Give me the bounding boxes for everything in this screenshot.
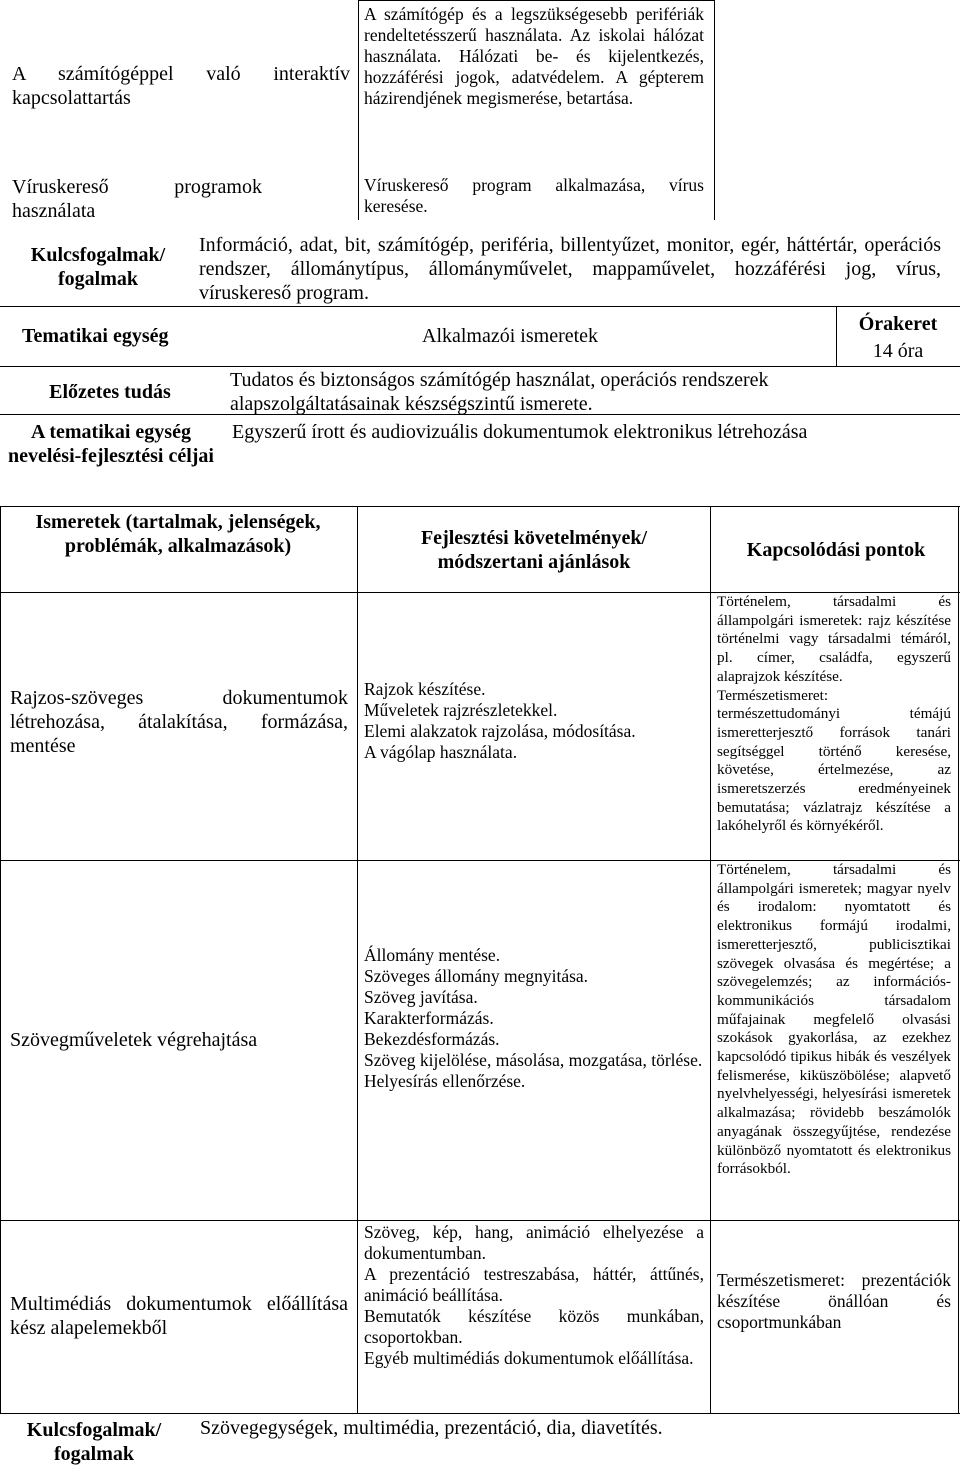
rule — [0, 506, 1, 1414]
requirement-item: Állomány mentése. — [364, 945, 501, 965]
rule — [714, 0, 715, 220]
table-row-topic: Multimédiás dokumentumok előállítása kész alapelemekből — [10, 1293, 348, 1339]
celjai-value: Egyszerű írott és audiovizuális dokumentumok elektronikus létrehozása — [232, 421, 808, 443]
elozetes-tudas-value: Tudatos és biztonságos számítógép használat, operációs rendszerek alapszolgáltatásainak készségszintű ismerete. — [230, 369, 769, 415]
orakeret-value: 14 óra — [872, 340, 924, 362]
link-paragraph: Történelem, társadalmi és állampolgári ismeretek: rajz készítése történelmi vagy társadalmi témáról, pl. címer, családfa, egyszerű alaprajzok készítése. — [717, 593, 951, 685]
row1-right-cell: A számítógép és a legszükségesebb perifériák rendeltetésszerű használata. Az iskolai hálózat használata. Hálózati be- és kijelentkezés, hozzáférési jogok, adatvédelem. A gépterem házirendjének megismerése, betartása. — [364, 4, 704, 108]
rule — [0, 506, 960, 507]
requirement-item: Elemi alakzatok rajzolása, módosítása. — [364, 721, 636, 741]
table-row-links — [717, 861, 951, 1179]
rule — [0, 1413, 960, 1414]
table-row-requirements — [364, 945, 704, 1092]
requirement-item: Bekezdésformázás. — [364, 1029, 500, 1049]
orakeret-label: Órakeret — [858, 313, 938, 335]
table-row-requirements — [364, 679, 704, 763]
rule — [357, 506, 358, 1414]
rule — [358, 0, 715, 1]
column-header-fejlesztesi: Fejlesztési követelmények/ módszertani ajánlások — [420, 527, 648, 573]
requirement-item: Szöveges állomány megnyitása. — [364, 966, 589, 986]
key-concepts-text: Információ, adat, bit, számítógép, periféria, billentyűzet, monitor, egér, háttértár, operációs rendszer, állománytípus, állományművelet, mappaművelet, hozzáférési jog, vírus, víruskereső program. — [199, 234, 941, 304]
celjai-label: A tematikai egység nevelési-fejlesztési céljai — [7, 421, 214, 467]
requirement-item: A vágólap használata. — [364, 742, 518, 762]
tematikai-label: Tematikai egység — [22, 325, 169, 347]
link-paragraph: Történelem, társadalmi és állampolgári ismeretek; magyar nyelv és irodalom: nyomtatott és elektronikus formájú irodalmi, ismeretterjesztő, publicisztikai szövegek olvasása és megértése; a szövegelemzés; az információs-kommunikációs társadalom műfajainak megfelelő olvasási szokások gyakorlása, az ezekhez kapcsolódó tipikus hibák és veszélyek felismerése, kiküszöbölése; alapvető nyelvhelyességi, helyesírási ismeretek alkalmazása; rövidebb beszámolók anyagának összegyűjtése, rendezése különböző nyomtatott és elektronikus forrásokból. — [717, 861, 951, 1178]
requirement-item: Szöveg javítása. — [364, 987, 478, 1007]
requirement-item: Szöveg, kép, hang, animáció elhelyezése a dokumentumban. — [364, 1222, 704, 1263]
elozetes-tudas-label: Előzetes tudás — [49, 381, 171, 403]
requirement-item: Bemutatók készítése közös munkában, csoportokban. — [364, 1306, 704, 1347]
column-header-ismeretek: Ismeretek (tartalmak, jelenségek, problémák, alkalmazások) — [35, 511, 321, 557]
table-row-links — [717, 593, 951, 836]
requirement-item: Helyesírás ellenőrzése. — [364, 1071, 526, 1091]
table-row-topic: Rajzos-szöveges dokumentumok létrehozása, átalakítása, formázása, mentése — [10, 687, 348, 757]
rule — [958, 506, 959, 1414]
requirement-item: Egyéb multimédiás dokumentumok előállítása. — [364, 1348, 694, 1368]
link-paragraph: Természetismeret: természettudományi témájú ismeretterjesztő források tanári segítséggel történő keresése, követése, értelmezése, az ismeretszerzés eredményeinek bemutatása; vázlatrajz készítése a lakóhelyről és környékéről. — [717, 686, 951, 835]
rule — [710, 506, 711, 1414]
bottom-key-concepts-text: Szövegegységek, multimédia, prezentáció, dia, diavetítés. — [200, 1417, 663, 1439]
table-row-requirements — [364, 1222, 704, 1369]
row2-left-cell: Víruskereső programok használata — [12, 176, 262, 222]
requirement-item: Rajzok készítése. — [364, 679, 486, 699]
requirement-item: A prezentáció testreszabása, háttér, áttűnés, animáció beállítása. — [364, 1264, 704, 1305]
requirement-item: Karakterformázás. — [364, 1008, 494, 1028]
rule — [0, 306, 960, 307]
requirement-item: Szöveg kijelölése, másolása, mozgatása, törlése. — [364, 1050, 703, 1070]
table-row-links — [717, 1270, 951, 1333]
key-concepts-label: Kulcsfogalmak/ fogalmak — [30, 244, 166, 290]
rule — [0, 366, 960, 367]
row1-left-cell: A számítógéppel való interaktív kapcsolattartás — [12, 63, 350, 109]
column-header-kapcsolodasi: Kapcsolódási pontok — [746, 539, 926, 561]
rule — [358, 0, 359, 220]
row2-right-cell: Víruskereső program alkalmazása, vírus keresése. — [364, 175, 704, 216]
link-paragraph: Természetismeret: prezentációk készítése önállóan és csoportmunkában — [717, 1270, 951, 1332]
tematikai-value: Alkalmazói ismeretek — [422, 325, 599, 347]
table-row-topic: Szövegműveletek végrehajtása — [10, 1029, 258, 1051]
bottom-key-concepts-label: Kulcsfogalmak/ fogalmak — [26, 1419, 162, 1465]
rule — [0, 1220, 960, 1221]
requirement-item: Műveletek rajzrészletekkel. — [364, 700, 558, 720]
